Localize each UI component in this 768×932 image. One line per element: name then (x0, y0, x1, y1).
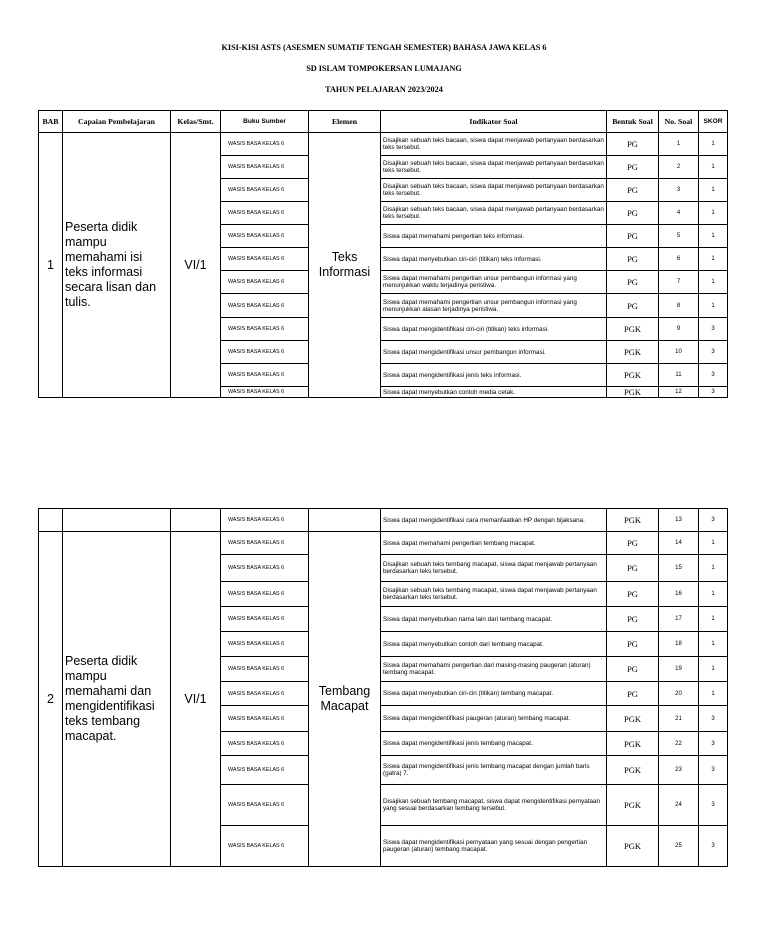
indikator-cell: Siswa dapat mengidentifikasi pernyataan yang sesuai dengan pengertian paugeran (aturan) tembang macapat. (381, 826, 607, 867)
bab2-capaian-cell: Peserta didik mampu memahami dan mengidentifikasi teks tembang macapat. (63, 532, 171, 867)
indikator-cell: Disajikan sebuah teks bacaan, siswa dapat menjawab pertanyaan berdasarkan teks tersebut. (381, 179, 607, 202)
bab1-bab-cell: 1 (39, 133, 63, 398)
buku-sumber-cell: WASIS BASA KELAS 6 (221, 706, 309, 732)
bentuk-soal-cell: PGK (607, 318, 659, 341)
bentuk-soal-cell: PG (607, 133, 659, 156)
indikator-cell: Disajikan sebuah teks tembang macapat, siswa dapat menjawab pertanyaan berdasarkan teks tersebut. (381, 582, 607, 607)
no-soal-cell: 25 (659, 826, 699, 867)
skor-cell: 1 (699, 632, 728, 657)
bentuk-soal-cell: PG (607, 179, 659, 202)
buku-sumber-cell: WASIS BASA KELAS 6 (221, 294, 309, 318)
col-header-kelas: Kelas/Smt. (171, 111, 221, 133)
indikator-cell: Siswa dapat mengidentifikasi ciri-ciri (titikan) teks informasi. (381, 318, 607, 341)
bentuk-soal-cell: PGK (607, 387, 659, 398)
skor-cell: 3 (699, 732, 728, 756)
buku-sumber-cell: WASIS BASA KELAS 6 (221, 732, 309, 756)
buku-sumber-cell: WASIS BASA KELAS 6 (221, 318, 309, 341)
buku-sumber-cell: WASIS BASA KELAS 6 (221, 248, 309, 271)
skor-cell: 3 (699, 826, 728, 867)
buku-sumber-cell: WASIS BASA KELAS 6 (221, 364, 309, 387)
indikator-cell: Disajikan sebuah teks tembang macapat, siswa dapat menjawab pertanyaan berdasarkan teks tersebut. (381, 555, 607, 582)
bab2-bab-cell: 2 (39, 532, 63, 867)
bab1-elemen-cell: Teks Informasi (309, 133, 381, 398)
bentuk-soal-cell: PG (607, 271, 659, 294)
skor-cell: 1 (699, 179, 728, 202)
no-soal-cell: 19 (659, 657, 699, 682)
no-soal-cell: 3 (659, 179, 699, 202)
bentuk-soal-cell: PG (607, 657, 659, 682)
no-soal-cell: 23 (659, 756, 699, 785)
school-name: SD ISLAM TOMPOKERSAN LUMAJANG (306, 64, 462, 73)
no-soal-cell: 7 (659, 271, 699, 294)
no-soal-cell: 12 (659, 387, 699, 398)
no-soal-cell: 11 (659, 364, 699, 387)
skor-cell: 3 (699, 509, 728, 532)
indikator-cell: Siswa dapat memahami pengertian unsur pembangun informasi yang menunjukkan waktu terjadinya peristiwa. (381, 271, 607, 294)
bentuk-soal-cell: PG (607, 248, 659, 271)
bentuk-soal-cell: PGK (607, 509, 659, 532)
no-soal-cell: 1 (659, 133, 699, 156)
bentuk-soal-cell: PG (607, 532, 659, 555)
bab1-kelas-cell: VI/1 (171, 133, 221, 398)
buku-sumber-cell: WASIS BASA KELAS 6 (221, 826, 309, 867)
document-header (0, 40, 768, 103)
buku-sumber-cell: WASIS BASA KELAS 6 (221, 271, 309, 294)
indikator-cell: Siswa dapat menyebutkan ciri-ciri (titikan) teks informasi. (381, 248, 607, 271)
indikator-cell: Disajikan sebuah teks bacaan, siswa dapat menjawab pertanyaan berdasarkan teks tersebut. (381, 156, 607, 179)
buku-sumber-cell: WASIS BASA KELAS 6 (221, 607, 309, 632)
buku-sumber-cell: WASIS BASA KELAS 6 (221, 179, 309, 202)
indikator-cell: Siswa dapat mengidentifikasi jenis tembang macapat. (381, 732, 607, 756)
no-soal-cell: 15 (659, 555, 699, 582)
no-soal-cell: 21 (659, 706, 699, 732)
indikator-cell: Siswa dapat menyebutkan ciri-ciri (titikan) tembang macapat. (381, 682, 607, 706)
skor-cell: 1 (699, 657, 728, 682)
table-header-row (39, 111, 728, 133)
bentuk-soal-cell: PGK (607, 364, 659, 387)
continued-kelas-cell (171, 509, 221, 532)
indikator-cell: Disajikan sebuah teks bacaan, siswa dapat menjawab pertanyaan berdasarkan teks tersebut. (381, 202, 607, 225)
bab2-kelas-cell: VI/1 (171, 532, 221, 867)
table-row (39, 532, 728, 555)
buku-sumber-cell: WASIS BASA KELAS 6 (221, 555, 309, 582)
col-header-no: No. Soal (659, 111, 699, 133)
buku-sumber-cell: WASIS BASA KELAS 6 (221, 582, 309, 607)
skor-cell: 1 (699, 682, 728, 706)
skor-cell: 1 (699, 202, 728, 225)
no-soal-cell: 10 (659, 341, 699, 364)
no-soal-cell: 22 (659, 732, 699, 756)
bab1-capaian-cell: Peserta didik mampu memahami isi teks informasi secara lisan dan tulis. (63, 133, 171, 398)
skor-cell: 1 (699, 133, 728, 156)
bentuk-soal-cell: PGK (607, 826, 659, 867)
bentuk-soal-cell: PGK (607, 341, 659, 364)
indikator-cell: Siswa dapat mengidentifikasi jenis teks informasi. (381, 364, 607, 387)
buku-sumber-cell: WASIS BASA KELAS 6 (221, 133, 309, 156)
buku-sumber-cell: WASIS BASA KELAS 6 (221, 202, 309, 225)
no-soal-cell: 17 (659, 607, 699, 632)
bentuk-soal-cell: PG (607, 156, 659, 179)
kisi-kisi-table-page-1 (38, 110, 728, 398)
skor-cell: 1 (699, 555, 728, 582)
buku-sumber-cell: WASIS BASA KELAS 6 (221, 785, 309, 826)
skor-cell: 3 (699, 785, 728, 826)
buku-sumber-cell: WASIS BASA KELAS 6 (221, 509, 309, 532)
bentuk-soal-cell: PG (607, 632, 659, 657)
bentuk-soal-cell: PGK (607, 785, 659, 826)
skor-cell: 3 (699, 341, 728, 364)
no-soal-cell: 5 (659, 225, 699, 248)
skor-cell: 3 (699, 387, 728, 398)
skor-cell: 3 (699, 706, 728, 732)
skor-cell: 1 (699, 156, 728, 179)
skor-cell: 1 (699, 582, 728, 607)
no-soal-cell: 8 (659, 294, 699, 318)
indikator-cell: Siswa dapat menyebutkan contoh dari tembang macapat. (381, 632, 607, 657)
skor-cell: 1 (699, 607, 728, 632)
no-soal-cell: 20 (659, 682, 699, 706)
continued-bab-cell (39, 509, 63, 532)
buku-sumber-cell: WASIS BASA KELAS 6 (221, 225, 309, 248)
bentuk-soal-cell: PG (607, 682, 659, 706)
page-gap (30, 408, 740, 438)
continued-capaian-cell (63, 509, 171, 532)
indikator-cell: Disajikan sebuah teks bacaan, siswa dapat menjawab pertanyaan berdasarkan teks tersebut. (381, 133, 607, 156)
bentuk-soal-cell: PG (607, 555, 659, 582)
document-title: KISI-KISI ASTS (ASESMEN SUMATIF TENGAH SEMESTER) BAHASA JAWA KELAS 6 (221, 43, 547, 52)
no-soal-cell: 9 (659, 318, 699, 341)
col-header-indikator: Indikator Soal (381, 111, 607, 133)
bentuk-soal-cell: PG (607, 202, 659, 225)
continued-elemen-cell (309, 509, 381, 532)
skor-cell: 1 (699, 225, 728, 248)
bentuk-soal-cell: PG (607, 582, 659, 607)
skor-cell: 1 (699, 248, 728, 271)
buku-sumber-cell: WASIS BASA KELAS 6 (221, 387, 309, 398)
no-soal-cell: 18 (659, 632, 699, 657)
indikator-cell: Siswa dapat menyebutkan nama lain dari tembang macapat. (381, 607, 607, 632)
indikator-cell: Siswa dapat mengidentifikasi cara memanfaatkan HP dengan bijaksana. (381, 509, 607, 532)
buku-sumber-cell: WASIS BASA KELAS 6 (221, 657, 309, 682)
col-header-skor: SKOR (699, 111, 728, 133)
bentuk-soal-cell: PG (607, 294, 659, 318)
no-soal-cell: 16 (659, 582, 699, 607)
buku-sumber-cell: WASIS BASA KELAS 6 (221, 632, 309, 657)
no-soal-cell: 14 (659, 532, 699, 555)
no-soal-cell: 4 (659, 202, 699, 225)
buku-sumber-cell: WASIS BASA KELAS 6 (221, 156, 309, 179)
bentuk-soal-cell: PG (607, 607, 659, 632)
no-soal-cell: 6 (659, 248, 699, 271)
bab2-elemen-cell: Tembang Macapat (309, 532, 381, 867)
skor-cell: 3 (699, 364, 728, 387)
kisi-kisi-table-page-2 (38, 508, 728, 867)
indikator-cell: Siswa dapat menyebutkan contoh media cetak. (381, 387, 607, 398)
skor-cell: 1 (699, 532, 728, 555)
buku-sumber-cell: WASIS BASA KELAS 6 (221, 682, 309, 706)
bentuk-soal-cell: PG (607, 225, 659, 248)
table-row (39, 133, 728, 156)
indikator-cell: Siswa dapat memahami pengertian unsur pembangun informasi yang menunjukkan alasan terjadinya peristiwa. (381, 294, 607, 318)
col-header-capaian: Capaian Pembelajaran (63, 111, 171, 133)
buku-sumber-cell: WASIS BASA KELAS 6 (221, 756, 309, 785)
no-soal-cell: 13 (659, 509, 699, 532)
indikator-cell: Siswa dapat memahami pengertian dari masing-masing paugeran (aturan) tembang macapat. (381, 657, 607, 682)
skor-cell: 3 (699, 756, 728, 785)
no-soal-cell: 2 (659, 156, 699, 179)
skor-cell: 1 (699, 271, 728, 294)
bentuk-soal-cell: PGK (607, 756, 659, 785)
skor-cell: 1 (699, 294, 728, 318)
no-soal-cell: 24 (659, 785, 699, 826)
indikator-cell: Disajikan sebuah tembang macapat, siswa dapat mengidentifikasi pernyataan yang sesuai berdasarkan tembang tersebut. (381, 785, 607, 826)
buku-sumber-cell: WASIS BASA KELAS 6 (221, 532, 309, 555)
skor-cell: 3 (699, 318, 728, 341)
col-header-bab: BAB (39, 111, 63, 133)
buku-sumber-cell: WASIS BASA KELAS 6 (221, 341, 309, 364)
academic-year: TAHUN PELAJARAN 2023/2024 (325, 85, 443, 94)
indikator-cell: Siswa dapat mengidentifikasi jenis tembang macapat dengan jumlah baris (gatra) 7. (381, 756, 607, 785)
col-header-buku: Buku Sumber (221, 111, 309, 133)
indikator-cell: Siswa dapat memahami pengertian teks informasi. (381, 225, 607, 248)
bentuk-soal-cell: PGK (607, 732, 659, 756)
bentuk-soal-cell: PGK (607, 706, 659, 732)
table-row (39, 509, 728, 532)
indikator-cell: Siswa dapat memahami pengertian tembang macapat. (381, 532, 607, 555)
indikator-cell: Siswa dapat mengidentifikasi unsur pembangun informasi. (381, 341, 607, 364)
indikator-cell: Siswa dapat mengidentifikasi paugeran (aturan) tembang macapat. (381, 706, 607, 732)
col-header-bentuk: Bentuk Soal (607, 111, 659, 133)
col-header-elemen: Elemen (309, 111, 381, 133)
